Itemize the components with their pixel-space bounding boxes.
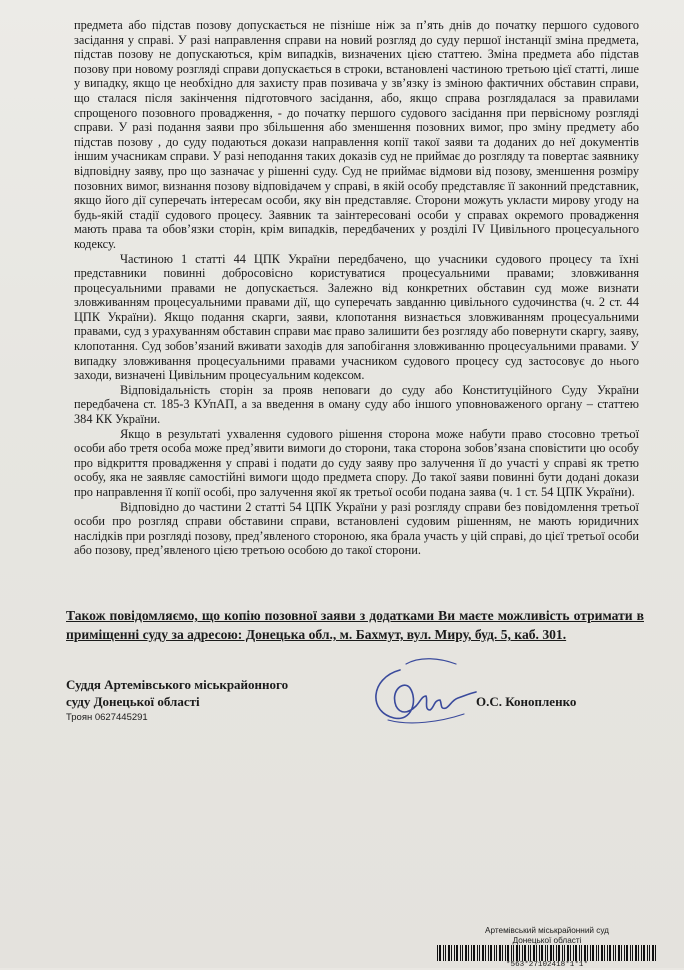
stamp-court-line1: Артемівський міськрайонний суд (485, 926, 609, 935)
barcode-bar (638, 945, 639, 961)
barcode-bar (632, 945, 633, 961)
barcode-bar (511, 945, 512, 961)
barcode-bar (528, 945, 529, 961)
barcode-bar (562, 945, 563, 961)
barcode-bar (533, 945, 535, 961)
barcode-bar (643, 945, 645, 961)
barcode-bar (482, 945, 484, 961)
barcode-bar (513, 945, 514, 961)
barcode-bar (621, 945, 622, 961)
barcode-bar (624, 945, 625, 961)
barcode-bar (505, 945, 506, 961)
barcode-bar (445, 945, 446, 961)
barcode-bar (451, 945, 452, 961)
stamp-court-line2: Донецької області (512, 936, 582, 945)
barcode-bar (550, 945, 552, 961)
barcode-bar (655, 945, 656, 961)
barcode-bar (516, 945, 518, 961)
judge-title-line2: суду Донецької області (66, 694, 200, 709)
barcode-bar (592, 945, 594, 961)
barcode-bar (499, 945, 501, 961)
barcode-bar (545, 945, 546, 961)
barcode-bar (635, 945, 637, 961)
barcode-bar (596, 945, 597, 961)
barcode-bar (541, 945, 543, 961)
barcode-bar (618, 945, 620, 961)
barcode-bar (579, 945, 580, 961)
barcode-bar (567, 945, 569, 961)
barcode-bar (522, 945, 523, 961)
judge-name: О.С. Конопленко (476, 694, 577, 709)
barcode-bar (524, 945, 526, 961)
barcode-bar (609, 945, 611, 961)
barcode-bar (626, 945, 628, 961)
barcode-bar (507, 945, 509, 961)
barcode-bar (570, 945, 571, 961)
barcode-bar (587, 945, 588, 961)
barcode-bar (652, 945, 654, 961)
barcode-bar (490, 945, 492, 961)
barcode-bar (539, 945, 540, 961)
judge-title-line1: Суддя Артемівського міськрайонного (66, 677, 289, 692)
barcode-bar (488, 945, 489, 961)
barcode-bar (471, 945, 472, 961)
document-body (74, 18, 639, 558)
barcode-bar (584, 945, 586, 961)
barcode (436, 945, 658, 961)
barcode-bar (437, 945, 438, 961)
barcode-bar (519, 945, 520, 961)
barcode-bar (439, 945, 441, 961)
barcode-bar (454, 945, 455, 961)
barcode-bar (468, 945, 469, 961)
barcode-bar (564, 945, 565, 961)
barcode-bar (496, 945, 497, 961)
barcode-bar (473, 945, 475, 961)
barcode-bar (630, 945, 631, 961)
barcode-bar (604, 945, 605, 961)
barcode-bar (465, 945, 467, 961)
barcode-bar (530, 945, 531, 961)
barcode-bar (558, 945, 560, 961)
barcode-bar (477, 945, 478, 961)
barcode-bar (575, 945, 577, 961)
paragraph-4: Якщо в результаті ухвалення судового рішення сторона може набути право стосовно третьої особи або третя особа може пред’явити вимоги до сторони, така сторона зобов’язана сповістити цю особу про відкриття провадження у справі і подати до суду заяву про залучення її до участі у справі як третю особу, яка не заявляє самостійні вимоги щодо предмета спору. До такої заяви повинні бути додані докази про направлення її копії особі, про залучення якої як третьої особи подана заява (ч. 1 ст. 54 ЦПК України). (74, 426, 639, 499)
barcode-bar (456, 945, 458, 961)
barcode-bar (581, 945, 582, 961)
barcode-bar (590, 945, 591, 961)
barcode-bar (462, 945, 463, 961)
judge-title-block (66, 676, 326, 723)
registration-stamp (432, 926, 662, 970)
barcode-bar (649, 945, 650, 961)
paragraph-3: Відповідальність сторін за прояв неповаги до суду або Конституційного Суду України передбачена ст. 185-3 КУпАП, а за введення в оману суду або іншого уповноваженого органу – статтею 384 КК України. (74, 382, 639, 427)
paragraph-2: Частиною 1 статті 44 ЦПК України передбачено, що учасники судового процесу та їхні представники повинні добросовісно користуватися процесуальними правами; зловживання процесуальними правами не допускається. Залежно від конкретних обставин суд може визнати зловживанням процесуальними правами дії, що суперечать завданню цивільного судочинства (ч. 2 ст. 44 ЦПК України). Якщо подання скарги, заяви, клопотання визнається зловживанням процесуальними правами, суд з урахуванням обставин справи має право залишити без розгляду або повернути скаргу, заяву, клопотання. Суд зобов’язаний вживати заходів для запобігання зловживанню процесуальними правами. У випадку зловживання процесуальними правами учасником судового процесу суд застосовує до нього заходи, визначені Цивільним процесуальним кодексом. (74, 251, 639, 383)
paragraph-5: Відповідно до частини 2 статті 54 ЦПК України у разі розгляду справи без повідомлення третьої особи про розгляд справи обставини справи, встановлені судовим рішенням, не мають юридичних наслідків при розгляді позову, пред’явленого стороною, яка брала участь у цій справі, до цієї третьої особи або позову, пред’явленого цією третьою особою до такої сторони. (74, 499, 639, 558)
barcode-bar (479, 945, 480, 961)
barcode-bar (641, 945, 642, 961)
barcode-bar (598, 945, 599, 961)
barcode-bar (615, 945, 616, 961)
barcode-bar (485, 945, 486, 961)
barcode-bar (460, 945, 461, 961)
barcode-bar (647, 945, 648, 961)
barcode-bar (613, 945, 614, 961)
barcode-bar (556, 945, 557, 961)
barcode-bar (547, 945, 548, 961)
handwritten-signature (360, 650, 485, 730)
barcode-number: *563*27102418*1*1* (505, 961, 589, 969)
barcode-bar (607, 945, 608, 961)
barcode-bar (601, 945, 603, 961)
barcode-bar (443, 945, 444, 961)
barcode-bar (536, 945, 537, 961)
barcode-bar (494, 945, 495, 961)
barcode-bar (553, 945, 554, 961)
barcode-bar (573, 945, 574, 961)
court-address-notice: Також повідомляємо, що копію позовної заяви з додатками Ви маєте можливість отримати в приміщенні суду за адресою: Донецька обл., м. Бахмут, вул. Миру, буд. 5, каб. 301. (66, 608, 644, 642)
barcode-bar (448, 945, 450, 961)
paragraph-1: предмета або підстав позову допускається не пізніше ніж за п’ять днів до початку першого судового засідання у справі. У разі направлення справи на новий розгляд до суду першої інстанції зміна предмета, підстав позову не допускаються, крім випадків, визначених цією статтею. Зміна предмета або підстав позову при новому розгляді справи допускається в строки, встановлені частиною третьою цієї статті, лише у випадку, якщо це необхідно для захисту прав позивача у зв’язку із зміною фактичних обставин справи, що сталася після закінчення підготовчого засідання, або, якщо справа розглядалася за правилами спрощеного позовного провадження, - до початку першого судового засідання при первісному розгляді справи. У разі подання заяви про збільшення або зменшення позовних вимог, про зміну предмету або підстав позову , до суду подаються докази направлення копії такої заяви та доданих до неї документів іншим учасникам справи. У разі неподання таких доказів суд не приймає до розгляду та повертає заявнику відповідну заяву, про що зазначає у рішенні суду. Суд не приймає відмови від позову, зменшення розміру позовних вимог, визнання позову відповідачем у справі, в якій особу представляє її законний представник, якщо його дії суперечать інтересам особи, яку він представляє. Сторони можуть укласти мирову угоду на будь-якій стадії судового процесу. Заявник та заінтересовані особи у справах окремого провадження мають права та обов’язки сторін, крім випадків, передбачених у розділі IV Цивільного процесуального кодексу. (74, 18, 639, 251)
contact-phone: Троян 0627445291 (66, 712, 148, 723)
barcode-bar (502, 945, 503, 961)
